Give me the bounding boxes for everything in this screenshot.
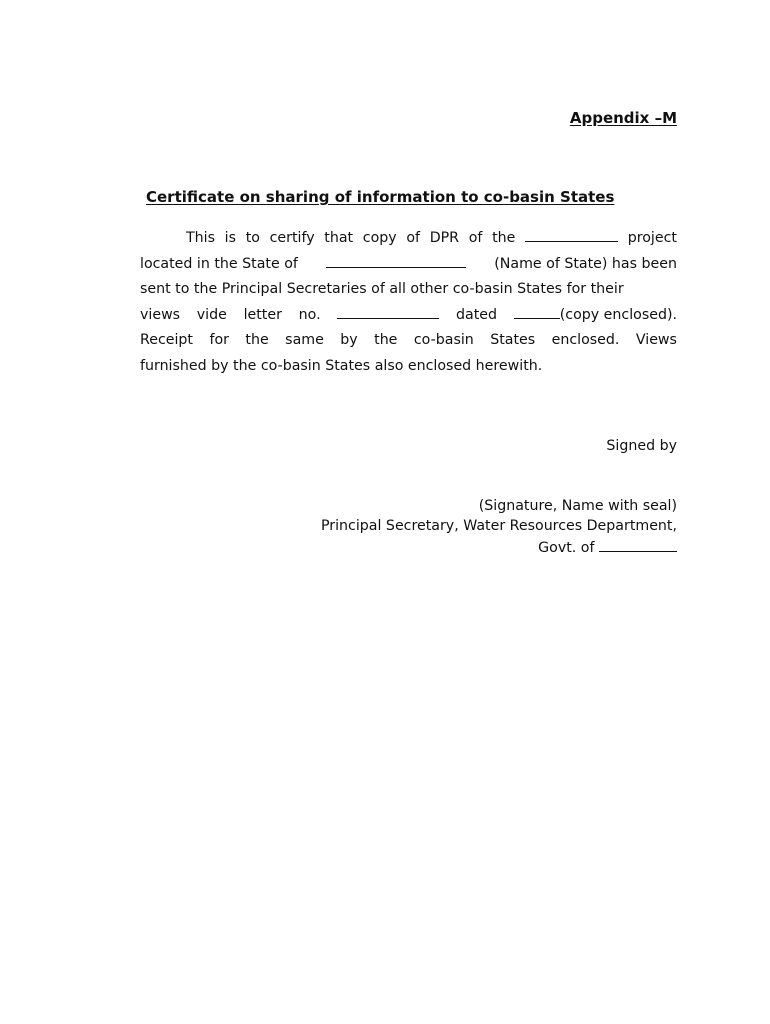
word: of [468,230,483,246]
text-segment: sent to the Principal Secretaries of all other co-basin States for their [140,281,624,298]
word: that [324,230,354,246]
word: no. [298,306,321,323]
word: vide [196,306,227,323]
signed-by-label: Signed by [606,438,677,454]
word: co-basin [413,332,474,349]
paragraph-line-2 [140,252,677,278]
word: of [406,230,421,246]
word: (copy enclosed). [559,306,677,323]
word: project [627,230,677,246]
word: the [245,332,269,349]
word: the [492,230,516,246]
letter-number-blank[interactable] [337,303,439,319]
word: enclosed. [551,332,620,349]
word: same [285,332,324,349]
paragraph-line-3 [140,277,677,303]
word: States [490,332,536,349]
word: Receipt [140,332,193,349]
designation: Principal Secretary, Water Resources Department, [320,518,677,534]
certificate-title: Certificate on sharing of information to co-basin States [146,188,615,206]
text-segment: located in the State of [140,255,298,272]
word: This [186,230,215,246]
state-name-blank[interactable] [326,252,466,268]
paragraph-line-1 [140,226,677,252]
paragraph-line-5 [140,328,677,354]
word: Views [635,332,677,349]
govt-line [321,536,677,558]
word: certify [269,230,315,246]
word: dated [456,306,498,323]
signature-block [321,496,677,558]
certificate-paragraph [140,226,677,380]
date-group [514,303,677,329]
text-segment: (Name of State) has been [494,255,677,272]
word: DPR [429,230,460,246]
paragraph-line-4 [140,303,677,329]
govt-label: Govt. of [538,540,595,556]
word: the [374,332,398,349]
word: by [340,332,358,349]
govt-name-blank[interactable] [599,536,677,552]
word: views [140,306,181,323]
appendix-label: Appendix –M [569,109,677,127]
word: letter [243,306,282,323]
signature-name-seal: (Signature, Name with seal) [478,498,677,514]
text-segment: furnished by the co-basin States also enclosed herewith. [140,357,543,374]
word: for [209,332,229,349]
date-blank[interactable] [514,303,560,319]
word: copy [362,230,397,246]
line1-start [140,226,215,252]
project-name-blank[interactable] [525,226,618,242]
paragraph-line-6 [140,354,677,380]
word: to [245,230,260,246]
word: is [224,230,237,246]
